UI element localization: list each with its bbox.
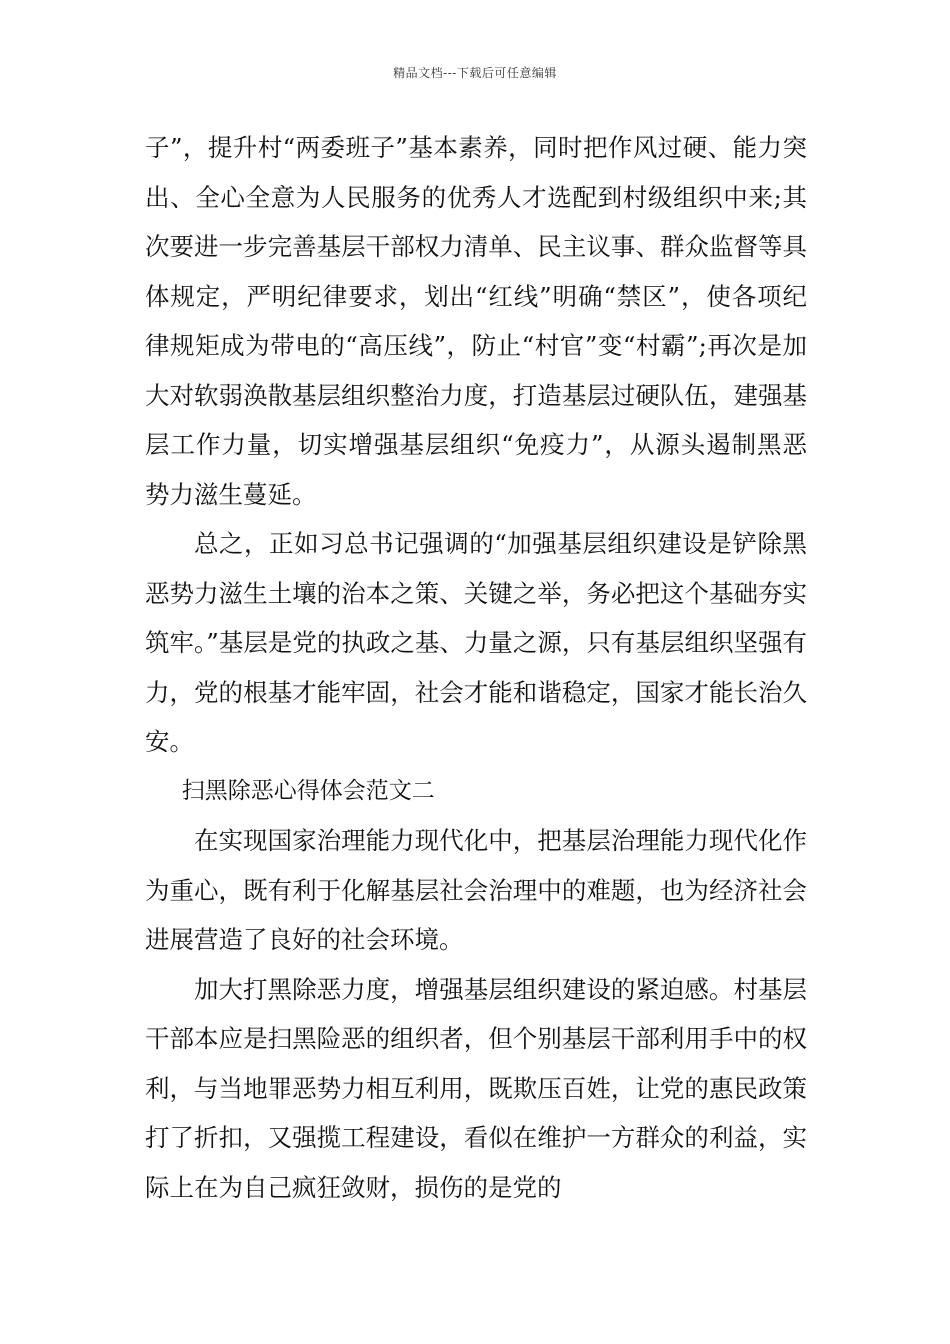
section-heading: 扫黑除恶心得体会范文二	[181, 777, 435, 804]
paragraph-continuation: 子”，提升村“两委班子”基本素养，同时把作风过硬、能力突出、全心全意为人民服务的优秀人才选配到村级组织中来;其次要进一步完善基层干部权力清单、民主议事、群众监督等具体规定，严明纪律要求，划出“红线”明确“禁区”，使各项纪律规矩成为带电的“高压线”，防止“村官”变“村霸”;再次是加大对软弱涣散基层组织整治力度，打造基层过硬队伍，建强基层工作力量，切实增强基层组织“免疫力”，从源头遏制黑恶势力滋生蔓延。	[145, 133, 807, 509]
paragraph-conclusion: 总之，正如习总书记强调的“加强基层组织建设是铲除黑恶势力滋生土壤的治本之策、关键之举，务必把这个基础夯实筑牢。”基层是党的执政之基、力量之源，只有基层组织坚强有力，党的根基才能牢固，社会才能和谐稳定，国家才能长治久安。	[145, 529, 807, 756]
paragraph-intro: 在实现国家治理能力现代化中，把基层治理能力现代化作为重心，既有利于化解基层社会治理中的难题，也为经济社会进展营造了良好的社会环境。	[145, 826, 807, 954]
paragraph-body: 加大打黑除恶力度，增强基层组织建设的紧迫感。村基层干部本应是扫黑险恶的组织者，但个别基层干部利用手中的权利，与当地罪恶势力相互利用，既欺压百姓，让党的惠民政策打了折扣，又强揽工程建设，看似在维护一方群众的利益，实际上在为自己疯狂敛财，损伤的是党的	[145, 974, 807, 1202]
document-body	[145, 123, 807, 1212]
page-header: 精品文档---下载后可任意编辑	[393, 66, 557, 80]
